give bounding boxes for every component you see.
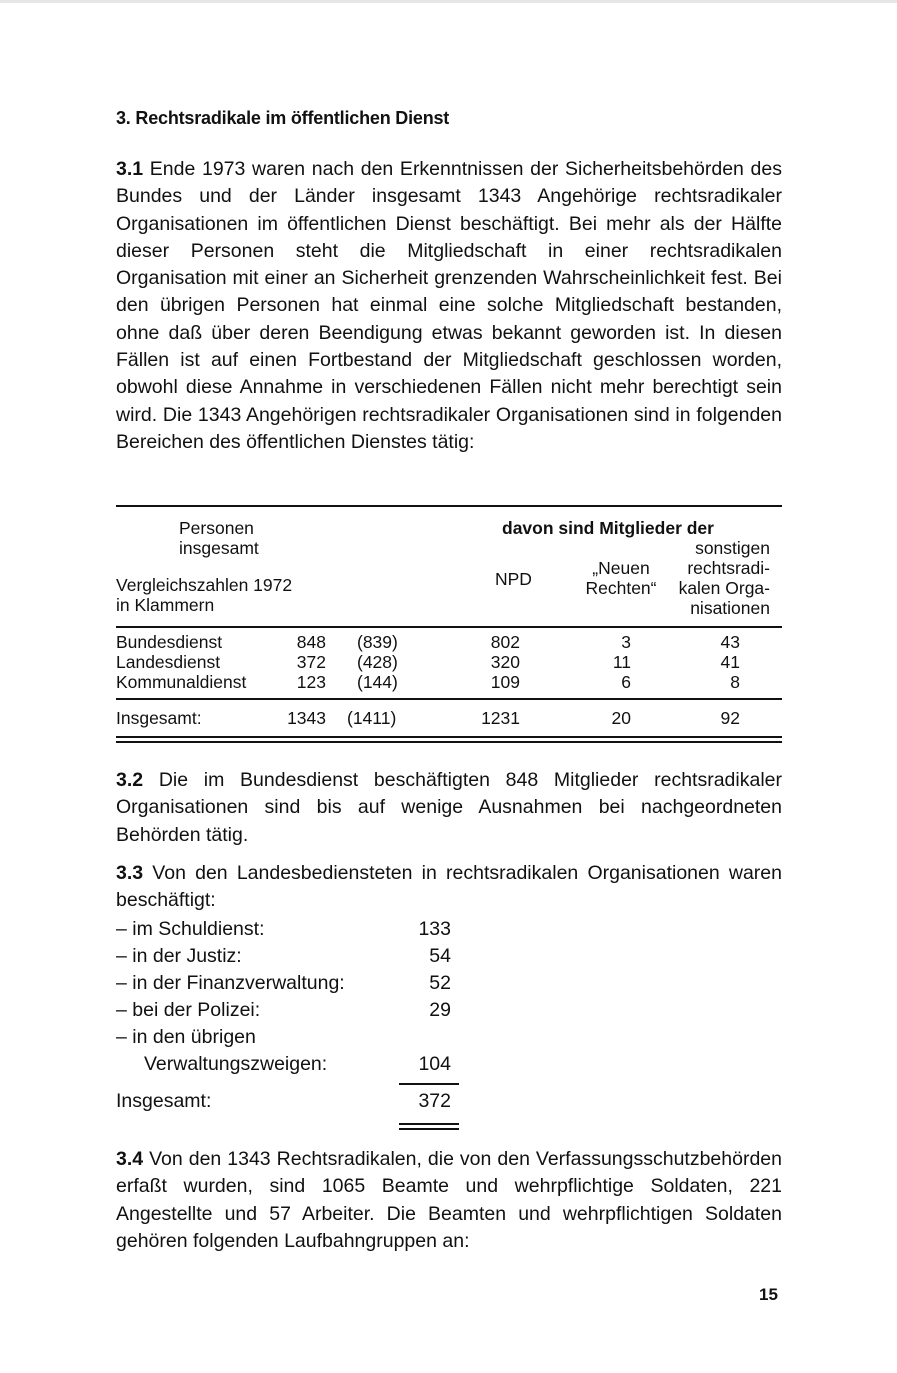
row-prev: (144) [357,672,398,692]
row-sonst: 43 [720,632,740,652]
row-neue: 11 [612,652,631,672]
header-insgesamt: insgesamt [179,538,259,558]
list-item-value: 54 [429,945,451,967]
list-item-label: – in der Justiz: [116,945,242,967]
list-item [116,918,265,941]
list-item-label: – in den übrigen [116,1026,256,1048]
header-personen: Personen [179,518,254,538]
header-vergleich: Vergleichszahlen 1972 [116,575,293,595]
page-number: 15 [759,1285,778,1304]
row-prev: (428) [357,652,398,672]
row-total: 372 [296,652,326,672]
row-total: 123 [296,672,326,692]
list-item-value: 29 [429,999,451,1021]
list-item-label: – im Schuldienst: [116,918,265,940]
list-total-value: 372 [418,1090,451,1112]
header-npd: NPD [495,569,532,589]
header-rechten: Rechten“ [585,578,657,598]
row-label: Bundesdienst [116,632,223,652]
list-item-label: – bei der Polizei: [116,999,261,1021]
sum-npd: 1231 [481,708,520,728]
paragraph-3-4 [116,1146,782,1255]
list-item [116,972,345,995]
sum-rule [399,1083,459,1085]
paragraph-number: 3.4 [116,1148,144,1170]
row-npd: 109 [490,672,520,692]
sum-sonst: 92 [720,708,740,728]
table-double-rule-1 [116,736,782,738]
paragraph-number: 3.1 [116,158,144,180]
double-rule-1 [399,1123,459,1125]
row-npd: 802 [490,632,520,652]
header-kalen-orga: kalen Orga- [678,578,770,598]
header-rechtsradi: rechtsradi- [687,558,770,578]
header-sonstigen: sonstigen [695,538,770,558]
list-item-value: 104 [418,1053,451,1075]
scan-top-edge [0,0,897,3]
list-item [144,1053,327,1076]
section-heading: 3. Rechtsradikale im öffentlichen Dienst [116,108,450,128]
list-item [116,1026,256,1049]
header-neuen: „Neuen [592,558,650,578]
table-double-rule-2 [116,741,782,743]
double-rule-2 [399,1128,459,1130]
row-sonst: 41 [720,652,740,672]
row-sonst: 8 [730,672,740,692]
row-npd: 320 [490,652,520,672]
list-item-label: – in der Finanzverwaltung: [116,972,345,994]
list-item [116,999,260,1022]
header-davon: davon sind Mitglieder der [502,518,714,538]
row-label: Kommunaldienst [116,672,247,692]
paragraph-number: 3.3 [116,862,144,884]
row-prev: (839) [357,632,398,652]
row-neue: 3 [621,632,631,652]
members-table [116,505,782,745]
list-item-label: Verwaltungszweigen: [144,1053,328,1075]
row-total: 848 [296,632,326,652]
table-top-rule [116,505,782,507]
list-item-value: 133 [418,918,451,940]
paragraph-3-3 [116,860,782,915]
sum-label: Insgesamt: [116,708,202,728]
row-neue: 6 [621,672,631,692]
list-item-value: 52 [429,972,451,994]
paragraph-text: Von den 1343 Rechtsradikalen, die von den Verfassungsschutzbehörden erfaßt wurden, sind 1065 Beamte und wehrpflichtige Soldaten, 221 Angestellte und 57 Arbeiter. Die Beamten und wehrpflichtigen Soldaten gehören folgenden Laufbahngruppen an: [116,1148,782,1252]
row-label: Landesdienst [116,652,221,672]
paragraph-text: Von den Landesbediensteten in rechtsradikalen Organisationen waren beschäftigt: [116,862,782,912]
header-rule [116,626,782,628]
paragraph-3-2 [116,767,782,849]
sum-rule [116,698,782,700]
sum-total: 1343 [287,708,326,728]
sum-neue: 20 [611,708,631,728]
paragraph-text: Die im Bundesdienst beschäftigten 848 Mitglieder rechtsradikaler Organisationen sind bis auf wenige Ausnahmen bei nachgeordneten Behörden tätig. [116,769,782,846]
paragraph-number: 3.2 [116,769,144,791]
paragraph-3-1 [116,156,782,456]
list-total-label: Insgesamt: [116,1090,212,1112]
header-nisationen: nisationen [690,598,770,618]
sum-prev: (1411) [347,708,397,728]
list-item [116,945,242,968]
paragraph-text: Ende 1973 waren nach den Erkenntnissen der Sicherheitsbehörden des Bundes und der Länder insgesamt 1343 Angehörige rechtsradikaler Organisationen im öffentlichen Dienst beschäftigt. Bei mehr als der Hälfte dieser Personen steht die Mitgliedschaft in einer rechtsradikalen Organisation mit einer an Sicherheit grenzenden Wahrscheinlichkeit fest. Bei den übrigen Personen hat einmal eine solche Mitgliedschaft bestanden, ohne daß über deren Beendigung etwas bekannt geworden ist. In diesen Fällen ist auf einen Fortbestand der Mitgliedschaft geschlossen worden, obwohl diese Annahme in verschiedenen Fällen nicht mehr berechtigt sein wird. Die 1343 Angehörigen rechtsradikaler Organisationen sind in folgenden Bereichen des öffentlichen Dienstes tätig: [116,158,782,453]
header-klammern: in Klammern [116,595,215,615]
